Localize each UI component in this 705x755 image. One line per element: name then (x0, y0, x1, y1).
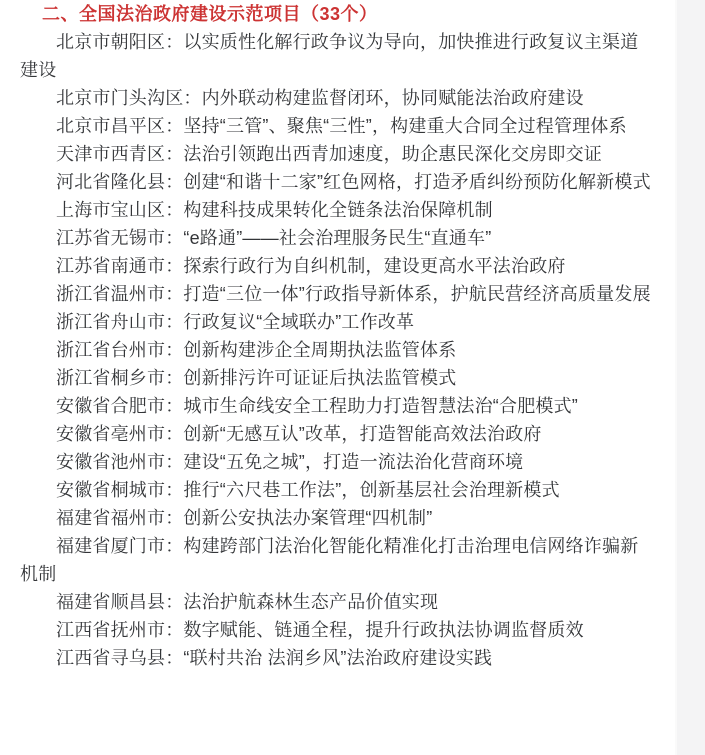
list-item: 福建省顺昌县：法治护航森林生态产品价值实现 (56, 592, 439, 612)
list-item: 江苏省无锡市：“e路通”——社会治理服务民生“直通车” (56, 228, 492, 248)
list-item: 江西省抚州市：数字赋能、链通全程，提升行政执法协调监督质效 (56, 620, 584, 640)
list-item: 浙江省桐乡市：创新排污许可证证后执法监管模式 (56, 368, 457, 388)
list-item: 福建省厦门市：构建跨部门法治化智能化精准化打击治理电信网络诈骗新机制 (20, 536, 639, 584)
page-side-area (675, 0, 705, 755)
list-item: 北京市门头沟区：内外联动构建监督闭环，协同赋能法治政府建设 (56, 88, 584, 108)
list-item: 河北省隆化县：创建“和谐十二家”红色网格，打造矛盾纠纷预防化解新模式 (56, 172, 651, 192)
list-item: 上海市宝山区：构建科技成果转化全链条法治保障机制 (56, 200, 493, 220)
list-item: 安徽省池州市：建设“五免之城”，打造一流法治化营商环境 (56, 452, 524, 472)
list-item: 福建省福州市：创新公安执法办案管理“四机制” (56, 508, 433, 528)
list-item: 安徽省合肥市：城市生命线安全工程助力打造智慧法治“合肥模式” (56, 396, 578, 416)
list-item: 浙江省舟山市：行政复议“全域联办”工作改革 (56, 312, 415, 332)
list-item: 天津市西青区：法治引领跑出西青加速度，助企惠民深化交房即交证 (56, 144, 602, 164)
list-item: 北京市朝阳区：以实质性化解行政争议为导向，加快推进行政复议主渠道建设 (20, 32, 639, 80)
section-title: 二、全国法治政府建设示范项目（33个） (42, 4, 378, 24)
list-item: 浙江省温州市：打造“三位一体”行政指导新体系，护航民营经济高质量发展 (56, 284, 651, 304)
list-item: 浙江省台州市：创新构建涉企全周期执法监管体系 (56, 340, 457, 360)
list-item: 北京市昌平区：坚持“三管”、聚焦“三性”，构建重大合同全过程管理体系 (56, 116, 627, 136)
list-item: 安徽省桐城市：推行“六尺巷工作法”，创新基层社会治理新模式 (56, 480, 560, 500)
list-item: 江西省寻乌县：“联村共治 法润乡风”法治政府建设实践 (56, 648, 493, 668)
list-item: 江苏省南通市：探索行政行为自纠机制，建设更高水平法治政府 (56, 256, 566, 276)
list-item: 安徽省亳州市：创新“无感互认”改革，打造智能高效法治政府 (56, 424, 542, 444)
